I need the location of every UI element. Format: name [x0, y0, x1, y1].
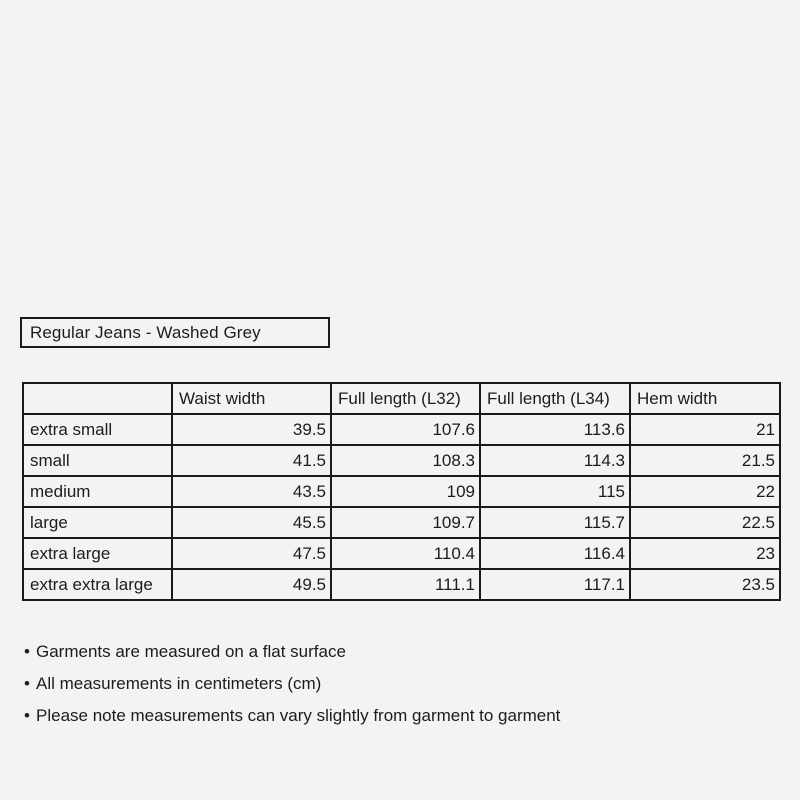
bullet-icon	[24, 674, 36, 694]
size-label: extra small	[23, 414, 172, 445]
full-length-l32-value: 109	[331, 476, 480, 507]
full-length-l34-value: 114.3	[480, 445, 630, 476]
column-header-full-length-l32: Full length (L32)	[331, 383, 480, 414]
note-item	[24, 636, 560, 668]
note-text: All measurements in centimeters (cm)	[36, 674, 322, 693]
column-header-waist-width: Waist width	[172, 383, 331, 414]
size-label: extra large	[23, 538, 172, 569]
table-row	[23, 414, 780, 445]
full-length-l32-value: 111.1	[331, 569, 480, 600]
hem-width-value: 23	[630, 538, 780, 569]
waist-width-value: 47.5	[172, 538, 331, 569]
product-title: Regular Jeans - Washed Grey	[30, 322, 261, 342]
full-length-l34-value: 115	[480, 476, 630, 507]
notes-list	[24, 636, 560, 732]
note-item	[24, 700, 560, 732]
column-header-full-length-l34: Full length (L34)	[480, 383, 630, 414]
note-item	[24, 668, 560, 700]
waist-width-value: 41.5	[172, 445, 331, 476]
hem-width-value: 23.5	[630, 569, 780, 600]
note-text: Please note measurements can vary slightly from garment to garment	[36, 706, 561, 725]
product-title-box	[20, 317, 330, 348]
full-length-l32-value: 109.7	[331, 507, 480, 538]
hem-width-value: 21	[630, 414, 780, 445]
table-row	[23, 445, 780, 476]
size-table	[22, 382, 781, 601]
table-row	[23, 569, 780, 600]
table-row	[23, 476, 780, 507]
full-length-l34-value: 117.1	[480, 569, 630, 600]
column-header-size	[23, 383, 172, 414]
waist-width-value: 49.5	[172, 569, 331, 600]
full-length-l34-value: 116.4	[480, 538, 630, 569]
table-row	[23, 538, 780, 569]
table-row	[23, 507, 780, 538]
column-header-hem-width: Hem width	[630, 383, 780, 414]
size-label: large	[23, 507, 172, 538]
table-header-row	[23, 383, 780, 414]
waist-width-value: 45.5	[172, 507, 331, 538]
bullet-icon	[24, 706, 36, 726]
size-label: extra extra large	[23, 569, 172, 600]
full-length-l34-value: 115.7	[480, 507, 630, 538]
size-label: medium	[23, 476, 172, 507]
full-length-l32-value: 108.3	[331, 445, 480, 476]
size-label: small	[23, 445, 172, 476]
hem-width-value: 22.5	[630, 507, 780, 538]
note-text: Garments are measured on a flat surface	[36, 642, 346, 661]
full-length-l32-value: 107.6	[331, 414, 480, 445]
hem-width-value: 21.5	[630, 445, 780, 476]
waist-width-value: 43.5	[172, 476, 331, 507]
hem-width-value: 22	[630, 476, 780, 507]
waist-width-value: 39.5	[172, 414, 331, 445]
bullet-icon	[24, 642, 36, 662]
full-length-l34-value: 113.6	[480, 414, 630, 445]
full-length-l32-value: 110.4	[331, 538, 480, 569]
